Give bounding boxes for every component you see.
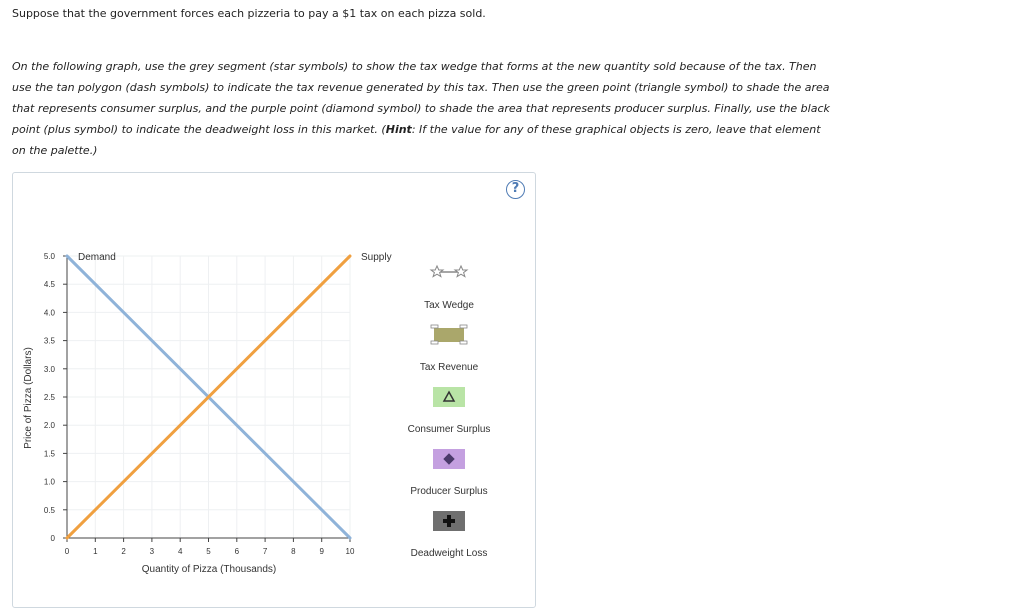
help-button[interactable]: ? bbox=[506, 180, 525, 199]
x-tick-label: 10 bbox=[345, 547, 355, 556]
y-tick-label: 2.0 bbox=[43, 421, 55, 431]
deadweight-loss-tool[interactable] bbox=[433, 511, 465, 531]
x-tick-label: 9 bbox=[319, 547, 324, 556]
y-tick-label: 1.5 bbox=[43, 449, 55, 459]
tax-wedge-tool[interactable] bbox=[431, 266, 467, 277]
x-tick-label: 0 bbox=[64, 547, 70, 556]
dash-handle-icon bbox=[460, 341, 467, 344]
x-tick-label: 1 bbox=[93, 547, 98, 556]
supply-curve-label: Supply bbox=[361, 252, 392, 263]
star-icon bbox=[455, 266, 467, 277]
tax-revenue-tool[interactable] bbox=[431, 325, 467, 344]
y-tick-label: 3.5 bbox=[43, 336, 55, 346]
y-axis-label: Price of Pizza (Dollars) bbox=[23, 347, 34, 449]
y-tick-label: 0 bbox=[50, 534, 55, 543]
instructions-part-1: On the following graph, use the grey segment (star symbols) to show the tax wedge that forms at the new quantity sold because of the tax. Then use the tan polygon (dash symbols) to indicate the tax revenue generated by this tax. Then use the green point (triangle symbol) to shade the area that represents consumer surplus, and the purple point (diamond symbol) to shade the area that represents producer surplus. Finally, use the black point (plus symbol) to indicate the deadweight loss in this market. ( bbox=[12, 60, 830, 136]
x-axis-label: Quantity of Pizza (Thousands) bbox=[141, 564, 277, 575]
x-tick-label: 3 bbox=[149, 547, 155, 556]
y-tick-label: 2.5 bbox=[43, 393, 55, 402]
star-icon bbox=[431, 266, 443, 277]
x-tick-label: 8 bbox=[291, 547, 296, 556]
y-tick-label: 4.5 bbox=[43, 280, 55, 290]
hint-label: Hint bbox=[385, 123, 412, 136]
x-tick-label: 4 bbox=[177, 547, 183, 556]
consumer-surplus-tool[interactable] bbox=[433, 387, 465, 407]
dash-handle-icon bbox=[431, 341, 438, 344]
y-tick-label: 3.0 bbox=[43, 364, 55, 374]
consumer-surplus-label: Consumer Surplus bbox=[407, 424, 491, 435]
x-tick-label: 5 bbox=[206, 547, 211, 556]
deadweight-loss-label: Deadweight Loss bbox=[410, 548, 488, 559]
y-tick-label: 4.0 bbox=[43, 308, 55, 318]
x-tick-label: 2 bbox=[121, 547, 126, 556]
y-tick-label: 1.0 bbox=[43, 477, 55, 487]
x-tick-label: 6 bbox=[234, 547, 240, 556]
tax-wedge-label: Tax Wedge bbox=[424, 300, 474, 311]
x-tick-label: 7 bbox=[262, 547, 268, 556]
dash-handle-icon bbox=[460, 325, 467, 328]
demand-curve-label: Demand bbox=[78, 252, 116, 263]
producer-surplus-tool[interactable] bbox=[433, 449, 465, 469]
y-tick-label: 5.0 bbox=[43, 252, 55, 261]
dash-handle-icon bbox=[431, 325, 438, 328]
tax-revenue-label: Tax Revenue bbox=[419, 362, 479, 373]
instructions-part-2: : If the value for any of these graphical objects is zero, leave that element on the palette.) bbox=[12, 123, 821, 157]
question-text: Suppose that the government forces each pizzeria to pay a $1 tax on each pizza sold. bbox=[12, 7, 486, 20]
y-tick-label: 0.5 bbox=[43, 505, 55, 515]
producer-surplus-label: Producer Surplus bbox=[410, 486, 488, 497]
